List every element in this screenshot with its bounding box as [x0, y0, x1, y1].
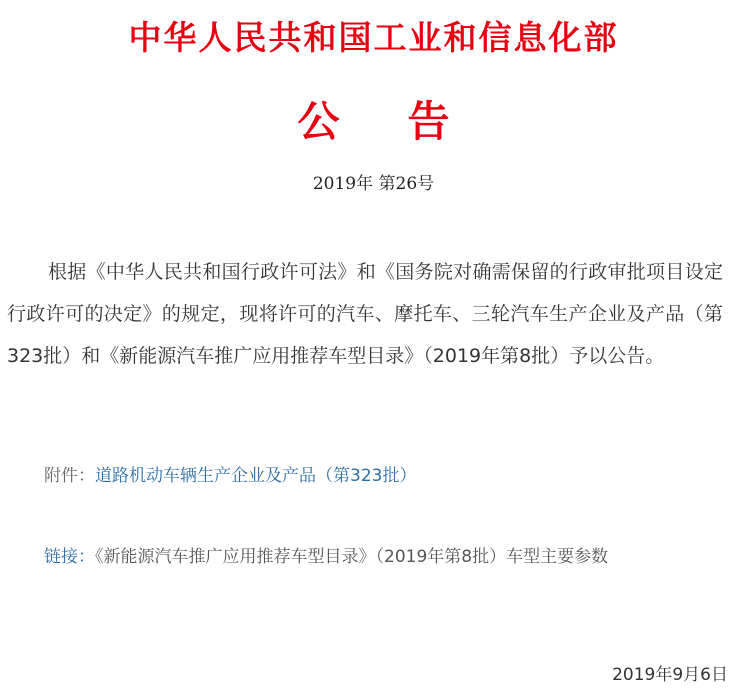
attachment-link[interactable]: 道路机动车辆生产企业及产品（第323批） — [95, 466, 417, 486]
related-link-line — [44, 540, 608, 574]
document-number: 2019年 第26号 — [312, 174, 435, 194]
publication-date: 2019年9月6日 — [612, 665, 728, 685]
notice-heading — [0, 92, 747, 152]
notice-heading-char-2: 告 — [407, 97, 450, 146]
attachment-label: 附件： — [44, 466, 95, 486]
ministry-title: 中华人民共和国工业和信息化部 — [128, 18, 619, 57]
announcement-body: 根据《中华人民共和国行政许可法》和《国务院对确需保留的行政审批项目设定行政许可的决定》的规定，现将许可的汽车、摩托车、三轮汽车生产企业及产品（第323批）和《新能源汽车推广应用推荐车型目录》（2019年第8批）予以公告。 — [7, 261, 723, 367]
related-link-label[interactable]: 链接： — [44, 547, 95, 567]
attachment-line — [44, 459, 416, 493]
notice-heading-char-1: 公 — [297, 97, 340, 146]
related-link-text: 《新能源汽车推广应用推荐车型目录》（2019年第8批）车型主要参数 — [95, 547, 609, 567]
